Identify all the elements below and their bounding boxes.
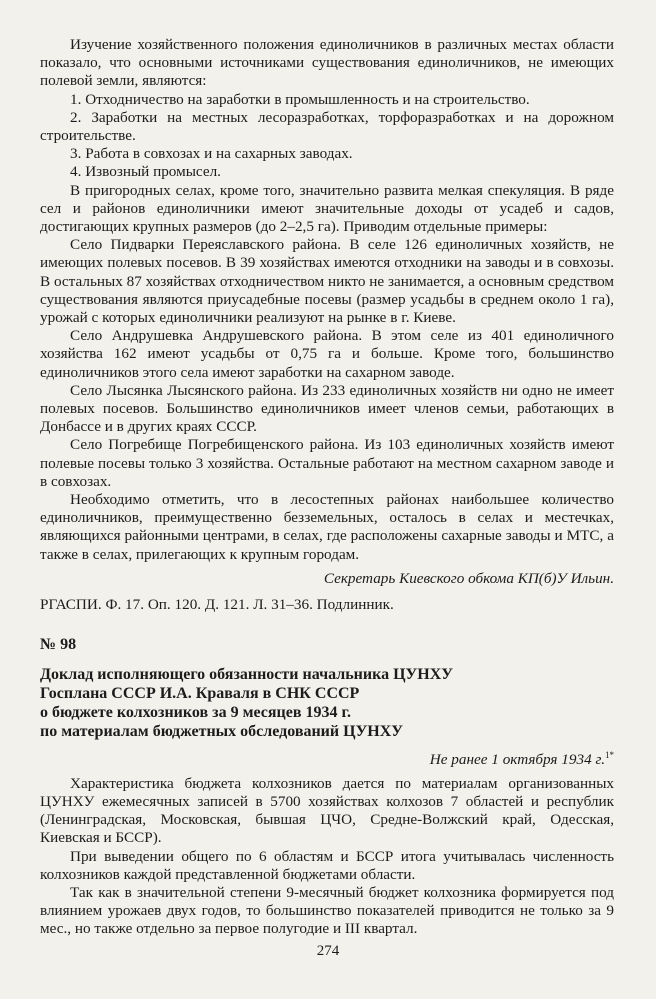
list-item: 3. Работа в совхозах и на сахарных заводах. — [70, 145, 353, 163]
list-item: 1. Отходничество на заработки в промышленность и на строительство. — [70, 90, 530, 108]
page-body — [40, 36, 614, 939]
title-line: Доклад исполняющего обязанности начальника ЦУНХУ — [40, 665, 454, 683]
list-item: 2. Заработки на местных лесоразработках, торфоразработках и на дорожном строительстве. — [40, 108, 614, 145]
footnote-marker: 1* — [605, 749, 614, 760]
title-line: по материалам бюджетных обследований ЦУНХУ — [40, 722, 404, 740]
title-line: о бюджете колхозников за 9 месяцев 1934 г. — [40, 703, 351, 721]
archive-reference: РГАСПИ. Ф. 17. Оп. 120. Д. 121. Л. 31–36. Подлинник. — [40, 596, 394, 614]
paragraph: Необходимо отметить, что в лесостепных районах наибольшее количество единоличников, преимущественно безземельных, осталось в селах и местечках, являющихся районными центрами, в селах, где расположены сахарные заводы и МТС, а также в селах, прилегающих к крупным городам. — [40, 491, 614, 563]
paragraph: Село Пидварки Переяславского района. В селе 126 единоличных хозяйств, не имеющих полевых посевов. В 39 хозяйствах имеются отходники на заводы и в совхозы. В остальных 87 хозяйствах отходничеством никто не занимается, а основным средством существования являются приусадебные посевы (размер усадьбы в среднем около 1 га), урожай с которых единоличники реализуют на рынке в г. Киеве. — [40, 236, 614, 327]
document-number: № 98 — [40, 636, 77, 654]
page-number: 274 — [316, 943, 340, 959]
document-title — [40, 665, 614, 741]
paragraph: Так как в значительной степени 9-месячный бюджет колхозника формируется под влиянием урожаев двух годов, то большинство показателей приводится не только за 9 мес., но также отдельно за первое полугодие и III квартал. — [40, 883, 614, 938]
paragraph: Село Лысянка Лысянского района. Из 233 единоличных хозяйств ни одно не имеет полевых посевов. Большинство единоличников имеет членов семьи, работающих в Донбассе и в других краях СССР. — [40, 381, 614, 436]
signature: Секретарь Киевского обкома КП(б)У Ильин. — [323, 569, 614, 587]
paragraph: Село Андрушевка Андрушевского района. В этом селе из 401 единоличного хозяйства 162 имеют усадьбы от 0,75 га и больше. Кроме того, большинство единоличников этого села имеют заработки на сахарном заводе. — [40, 327, 614, 381]
paragraph: Изучение хозяйственного положения единоличников в различных местах области показало, что основными источниками существования единоличников, не имеющих полевой земли, являются: — [40, 36, 614, 90]
paragraph: Характеристика бюджета колхозников дается по материалам организованных ЦУНХУ ежемесячных записей в 5700 хозяйствах колхозов 7 областей и республик (Ленинградская, Московская, бывшая ЦЧО, Средне-Волжский край, Одесская, Киевская и БССР). — [40, 774, 614, 847]
paragraph: При выведении общего по 6 областям и БССР итога учитывалась численность колхозников каждой представленной бюджетами области. — [40, 847, 614, 883]
paragraph: В пригородных селах, кроме того, значительно развита мелкая спекуляция. В ряде сел и районов единоличники имеют значительные доходы от усадеб и садов, достигающих крупных размеров (до 2–2,5 га). Приводим отдельные примеры: — [40, 181, 614, 236]
list-item: 4. Извозный промысел. — [70, 163, 221, 181]
title-line: Госплана СССР И.А. Краваля в СНК СССР — [40, 684, 360, 702]
date-text: Не ранее 1 октября 1934 г. — [429, 750, 605, 768]
paragraph: Село Погребище Погребищенского района. Из 103 единоличных хозяйств имеют полевые посевы только 3 хозяйства. Остальные работают на местном сахарном заводе и в совхозах. — [40, 436, 614, 490]
date-line — [40, 746, 614, 769]
